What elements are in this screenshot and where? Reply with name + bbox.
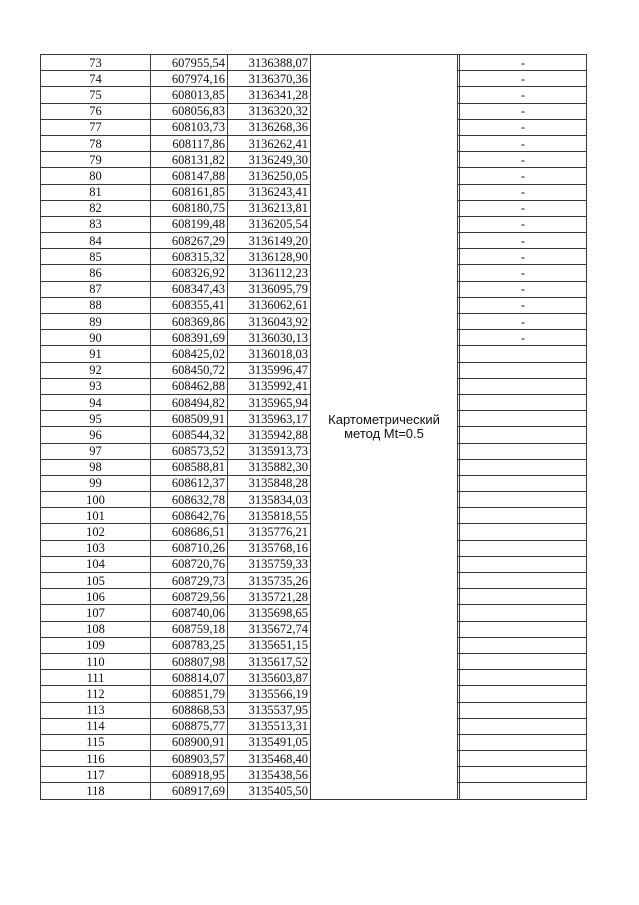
y-coordinate-cell: 3136062,61 — [228, 297, 311, 313]
note-cell — [460, 394, 587, 410]
note-cell — [460, 427, 587, 443]
x-coordinate-cell: 608369,86 — [151, 314, 228, 330]
point-number-cell: 85 — [41, 249, 151, 265]
y-coordinate-cell: 3135721,28 — [228, 589, 311, 605]
x-coordinate-cell: 608807,98 — [151, 653, 228, 669]
note-cell — [460, 605, 587, 621]
y-coordinate-cell: 3136018,03 — [228, 346, 311, 362]
note-cell — [460, 718, 587, 734]
coordinates-table — [40, 54, 587, 800]
y-coordinate-cell: 3136320,32 — [228, 103, 311, 119]
x-coordinate-cell: 608686,51 — [151, 524, 228, 540]
note-cell: - — [460, 55, 587, 71]
x-coordinate-cell: 607955,54 — [151, 55, 228, 71]
y-coordinate-cell: 3136262,41 — [228, 135, 311, 151]
point-number-cell: 83 — [41, 216, 151, 232]
point-number-cell: 116 — [41, 751, 151, 767]
note-cell: - — [460, 87, 587, 103]
point-number-cell: 118 — [41, 783, 151, 799]
y-coordinate-cell: 3136213,81 — [228, 200, 311, 216]
note-cell — [460, 767, 587, 783]
x-coordinate-cell: 608544,32 — [151, 427, 228, 443]
y-coordinate-cell: 3135566,19 — [228, 686, 311, 702]
y-coordinate-cell: 3136095,79 — [228, 281, 311, 297]
x-coordinate-cell: 608588,81 — [151, 459, 228, 475]
note-cell: - — [460, 233, 587, 249]
point-number-cell: 104 — [41, 556, 151, 572]
point-number-cell: 86 — [41, 265, 151, 281]
x-coordinate-cell: 608720,76 — [151, 556, 228, 572]
x-coordinate-cell: 608161,85 — [151, 184, 228, 200]
point-number-cell: 102 — [41, 524, 151, 540]
note-cell — [460, 540, 587, 556]
note-cell: - — [460, 330, 587, 346]
note-cell — [460, 751, 587, 767]
note-cell: - — [460, 103, 587, 119]
x-coordinate-cell: 608103,73 — [151, 119, 228, 135]
y-coordinate-cell: 3135913,73 — [228, 443, 311, 459]
point-number-cell: 94 — [41, 394, 151, 410]
point-number-cell: 91 — [41, 346, 151, 362]
x-coordinate-cell: 608868,53 — [151, 702, 228, 718]
x-coordinate-cell: 608425,02 — [151, 346, 228, 362]
x-coordinate-cell: 608612,37 — [151, 475, 228, 491]
y-coordinate-cell: 3136243,41 — [228, 184, 311, 200]
note-cell — [460, 589, 587, 605]
point-number-cell: 117 — [41, 767, 151, 783]
point-number-cell: 84 — [41, 233, 151, 249]
x-coordinate-cell: 608917,69 — [151, 783, 228, 799]
y-coordinate-cell: 3135992,41 — [228, 378, 311, 394]
y-coordinate-cell: 3136268,36 — [228, 119, 311, 135]
x-coordinate-cell: 608117,86 — [151, 135, 228, 151]
x-coordinate-cell: 608355,41 — [151, 297, 228, 313]
point-number-cell: 105 — [41, 573, 151, 589]
x-coordinate-cell: 608759,18 — [151, 621, 228, 637]
x-coordinate-cell: 608632,78 — [151, 492, 228, 508]
method-line-1: Картометрический — [328, 411, 440, 427]
point-number-cell: 101 — [41, 508, 151, 524]
note-cell — [460, 524, 587, 540]
point-number-cell: 100 — [41, 492, 151, 508]
x-coordinate-cell: 608900,91 — [151, 734, 228, 750]
x-coordinate-cell: 608391,69 — [151, 330, 228, 346]
note-cell — [460, 783, 587, 799]
x-coordinate-cell: 608056,83 — [151, 103, 228, 119]
table-row — [41, 55, 587, 71]
x-coordinate-cell: 608710,26 — [151, 540, 228, 556]
note-cell — [460, 734, 587, 750]
y-coordinate-cell: 3135848,28 — [228, 475, 311, 491]
note-cell: - — [460, 265, 587, 281]
point-number-cell: 99 — [41, 475, 151, 491]
y-coordinate-cell: 3135882,30 — [228, 459, 311, 475]
point-number-cell: 98 — [41, 459, 151, 475]
note-cell — [460, 508, 587, 524]
y-coordinate-cell: 3135759,33 — [228, 556, 311, 572]
x-coordinate-cell: 608347,43 — [151, 281, 228, 297]
point-number-cell: 109 — [41, 637, 151, 653]
point-number-cell: 107 — [41, 605, 151, 621]
note-cell — [460, 653, 587, 669]
note-cell: - — [460, 152, 587, 168]
coordinates-table-body — [41, 55, 587, 800]
x-coordinate-cell: 608642,76 — [151, 508, 228, 524]
point-number-cell: 81 — [41, 184, 151, 200]
y-coordinate-cell: 3135672,74 — [228, 621, 311, 637]
point-number-cell: 114 — [41, 718, 151, 734]
note-cell — [460, 492, 587, 508]
y-coordinate-cell: 3135965,94 — [228, 394, 311, 410]
point-number-cell: 76 — [41, 103, 151, 119]
x-coordinate-cell: 608013,85 — [151, 87, 228, 103]
y-coordinate-cell: 3136370,36 — [228, 71, 311, 87]
note-cell: - — [460, 119, 587, 135]
point-number-cell: 115 — [41, 734, 151, 750]
note-cell — [460, 637, 587, 653]
note-cell — [460, 621, 587, 637]
point-number-cell: 87 — [41, 281, 151, 297]
point-number-cell: 73 — [41, 55, 151, 71]
point-number-cell: 108 — [41, 621, 151, 637]
point-number-cell: 112 — [41, 686, 151, 702]
y-coordinate-cell: 3135963,17 — [228, 411, 311, 427]
point-number-cell: 77 — [41, 119, 151, 135]
note-cell: - — [460, 200, 587, 216]
note-cell — [460, 362, 587, 378]
note-cell: - — [460, 184, 587, 200]
note-cell: - — [460, 297, 587, 313]
y-coordinate-cell: 3135438,56 — [228, 767, 311, 783]
note-cell — [460, 443, 587, 459]
note-cell — [460, 411, 587, 427]
note-cell: - — [460, 71, 587, 87]
x-coordinate-cell: 608573,52 — [151, 443, 228, 459]
x-coordinate-cell: 608783,25 — [151, 637, 228, 653]
point-number-cell: 106 — [41, 589, 151, 605]
x-coordinate-cell: 607974,16 — [151, 71, 228, 87]
point-number-cell: 90 — [41, 330, 151, 346]
point-number-cell: 97 — [41, 443, 151, 459]
point-number-cell: 93 — [41, 378, 151, 394]
point-number-cell: 113 — [41, 702, 151, 718]
point-number-cell: 74 — [41, 71, 151, 87]
note-cell — [460, 475, 587, 491]
point-number-cell: 79 — [41, 152, 151, 168]
y-coordinate-cell: 3135617,52 — [228, 653, 311, 669]
point-number-cell: 80 — [41, 168, 151, 184]
note-cell: - — [460, 168, 587, 184]
point-number-cell: 110 — [41, 653, 151, 669]
x-coordinate-cell: 608131,82 — [151, 152, 228, 168]
point-number-cell: 111 — [41, 670, 151, 686]
point-number-cell: 78 — [41, 135, 151, 151]
point-number-cell: 75 — [41, 87, 151, 103]
note-cell: - — [460, 135, 587, 151]
y-coordinate-cell: 3136112,23 — [228, 265, 311, 281]
x-coordinate-cell: 608729,73 — [151, 573, 228, 589]
note-cell — [460, 573, 587, 589]
x-coordinate-cell: 608450,72 — [151, 362, 228, 378]
y-coordinate-cell: 3136341,28 — [228, 87, 311, 103]
x-coordinate-cell: 608918,95 — [151, 767, 228, 783]
x-coordinate-cell: 608180,75 — [151, 200, 228, 216]
x-coordinate-cell: 608267,29 — [151, 233, 228, 249]
y-coordinate-cell: 3135776,21 — [228, 524, 311, 540]
note-cell — [460, 459, 587, 475]
x-coordinate-cell: 608509,91 — [151, 411, 228, 427]
method-cell — [311, 55, 458, 800]
x-coordinate-cell: 608199,48 — [151, 216, 228, 232]
y-coordinate-cell: 3136128,90 — [228, 249, 311, 265]
x-coordinate-cell: 608729,56 — [151, 589, 228, 605]
x-coordinate-cell: 608814,07 — [151, 670, 228, 686]
y-coordinate-cell: 3136043,92 — [228, 314, 311, 330]
y-coordinate-cell: 3135768,16 — [228, 540, 311, 556]
x-coordinate-cell: 608903,57 — [151, 751, 228, 767]
note-cell: - — [460, 314, 587, 330]
y-coordinate-cell: 3135818,55 — [228, 508, 311, 524]
point-number-cell: 95 — [41, 411, 151, 427]
note-cell: - — [460, 249, 587, 265]
y-coordinate-cell: 3135491,05 — [228, 734, 311, 750]
y-coordinate-cell: 3135942,88 — [228, 427, 311, 443]
x-coordinate-cell: 608462,88 — [151, 378, 228, 394]
x-coordinate-cell: 608147,88 — [151, 168, 228, 184]
x-coordinate-cell: 608851,79 — [151, 686, 228, 702]
y-coordinate-cell: 3135698,65 — [228, 605, 311, 621]
point-number-cell: 82 — [41, 200, 151, 216]
note-cell — [460, 378, 587, 394]
note-cell — [460, 346, 587, 362]
note-cell — [460, 686, 587, 702]
y-coordinate-cell: 3135468,40 — [228, 751, 311, 767]
method-line-2: метод Mt=0.5 — [344, 425, 424, 441]
note-cell — [460, 702, 587, 718]
y-coordinate-cell: 3136205,54 — [228, 216, 311, 232]
y-coordinate-cell: 3136250,05 — [228, 168, 311, 184]
y-coordinate-cell: 3135651,15 — [228, 637, 311, 653]
x-coordinate-cell: 608740,06 — [151, 605, 228, 621]
note-cell: - — [460, 281, 587, 297]
y-coordinate-cell: 3135996,47 — [228, 362, 311, 378]
x-coordinate-cell: 608326,92 — [151, 265, 228, 281]
point-number-cell: 96 — [41, 427, 151, 443]
y-coordinate-cell: 3136249,30 — [228, 152, 311, 168]
note-cell — [460, 556, 587, 572]
point-number-cell: 88 — [41, 297, 151, 313]
point-number-cell: 92 — [41, 362, 151, 378]
y-coordinate-cell: 3135834,03 — [228, 492, 311, 508]
x-coordinate-cell: 608494,82 — [151, 394, 228, 410]
y-coordinate-cell: 3136149,20 — [228, 233, 311, 249]
x-coordinate-cell: 608315,32 — [151, 249, 228, 265]
y-coordinate-cell: 3136030,13 — [228, 330, 311, 346]
note-cell — [460, 670, 587, 686]
point-number-cell: 89 — [41, 314, 151, 330]
y-coordinate-cell: 3135735,26 — [228, 573, 311, 589]
y-coordinate-cell: 3135513,31 — [228, 718, 311, 734]
x-coordinate-cell: 608875,77 — [151, 718, 228, 734]
point-number-cell: 103 — [41, 540, 151, 556]
note-cell: - — [460, 216, 587, 232]
y-coordinate-cell: 3136388,07 — [228, 55, 311, 71]
y-coordinate-cell: 3135537,95 — [228, 702, 311, 718]
y-coordinate-cell: 3135405,50 — [228, 783, 311, 799]
y-coordinate-cell: 3135603,87 — [228, 670, 311, 686]
